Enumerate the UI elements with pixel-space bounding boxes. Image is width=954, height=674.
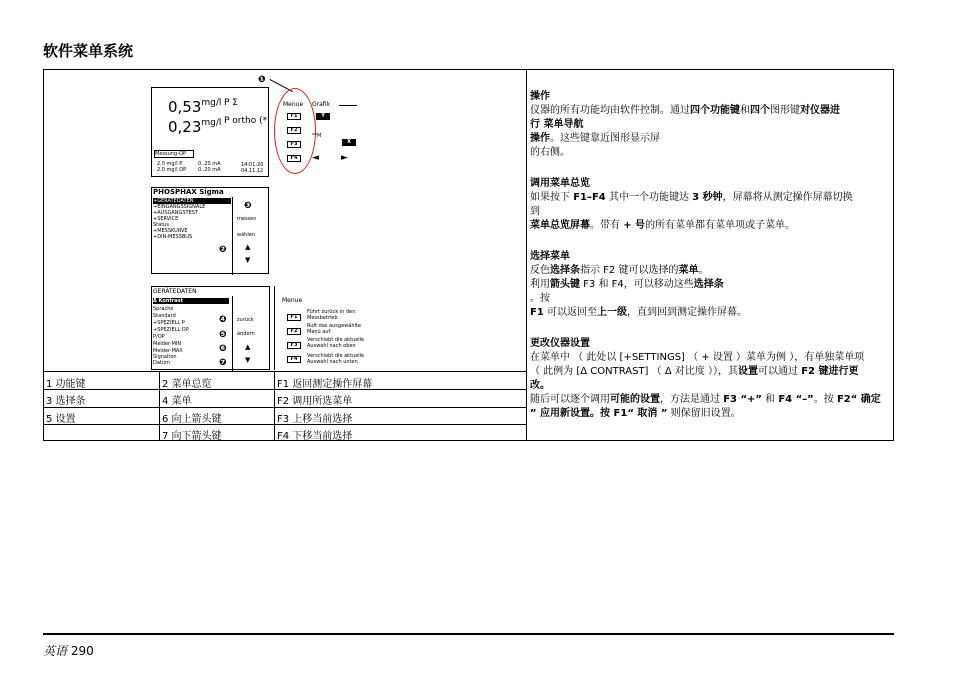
row-2: 2.0 mg/l OP <box>157 167 187 173</box>
footer <box>43 642 94 659</box>
measure-label: messen <box>237 216 257 222</box>
f3-key[interactable]: F3 <box>287 342 301 349</box>
f4-key[interactable]: F4 <box>287 356 301 363</box>
f4-key[interactable]: F4 <box>287 155 301 162</box>
screen-measurement <box>151 87 269 177</box>
row-2b: 0..20 mA <box>198 167 221 173</box>
paragraph: 仪器的所有功能均由软件控制。通过四个功能键和四个图形键对仪器进 <box>530 105 840 116</box>
arrow-up-icon[interactable]: ▲ <box>245 343 251 351</box>
f1-description: Führt zurück in den Messbetrieb <box>307 309 356 321</box>
legend-cell: 1 功能键 <box>46 379 86 390</box>
f1-key[interactable]: F1 <box>287 113 301 120</box>
selection-bar[interactable]: +GERÄTEDATEN <box>153 198 231 204</box>
legend-cell: 7 向下箭头键 <box>162 431 222 442</box>
footer-rule <box>43 633 894 635</box>
close-icon[interactable]: X <box>342 139 356 146</box>
row-1: 2.0 mg/l P <box>157 161 183 167</box>
setting-item[interactable]: Melder-MIN <box>153 341 182 347</box>
menu-label: Menue <box>283 101 304 108</box>
back-label: zurück <box>237 317 254 323</box>
value-1: $0,53^{mg/l}$ <box>168 98 222 116</box>
page-number: 290 <box>70 644 94 658</box>
section-change-settings <box>530 337 888 393</box>
setting-item[interactable]: Standard <box>153 313 176 319</box>
settings-icon[interactable]: ᴼᴼM <box>312 133 322 139</box>
selection-bar[interactable]: Δ Kontrast <box>153 298 229 304</box>
device-data-title: GERÄTEDATEN <box>153 288 197 295</box>
arrow-left-icon[interactable]: ◄ <box>312 153 319 163</box>
f3-description: Verschiebt die aktuelle Auswahl nach oben <box>307 337 365 349</box>
callout-3: ❸ <box>244 201 252 211</box>
f1-key[interactable]: F1 <box>287 314 301 321</box>
chart-icon[interactable]: Y <box>316 113 330 120</box>
paragraph: 在菜单中 （ 此处以 [+SETTINGS] （ + 设置 ）菜单为例 ），有单独菜单项 <box>530 352 865 363</box>
select-label: wählen <box>237 232 255 238</box>
setting-item[interactable]: +SPEZIELL P <box>153 320 185 326</box>
setting-item[interactable]: +SPEZIELL OP <box>153 327 189 333</box>
menu-item[interactable]: +MESSKURVE <box>153 228 188 234</box>
paragraph: 。按 <box>530 293 550 304</box>
arrow-right-icon[interactable]: ► <box>341 153 348 163</box>
footer-language: 英语 <box>43 644 68 658</box>
arrow-up-icon[interactable]: ▲ <box>245 243 251 251</box>
legend-cell: 3 选择条 <box>46 396 86 407</box>
time: 14:01:20 <box>241 162 264 168</box>
date: 04.11.12 <box>241 168 264 174</box>
legend-cell: F4 下移当前选择 <box>277 431 353 442</box>
paragraph: （ 此例为 [Δ CONTRAST] （ Δ 对比度 ）），其设置可以通过 F2 键进行更 <box>530 366 859 377</box>
menu-item[interactable]: Status <box>153 222 169 228</box>
f2-key[interactable]: F2 <box>287 328 301 335</box>
page-title: 软件菜单系统 <box>43 42 134 60</box>
paragraph: 行 菜单导航 <box>530 119 584 130</box>
paragraph: 改。 <box>530 380 550 391</box>
menu-item[interactable]: +SERVICE <box>153 216 179 222</box>
status-label: Messung-OP <box>154 150 194 158</box>
legend-cell: 4 菜单 <box>162 396 192 407</box>
setting-item[interactable]: Melder-MAX <box>153 348 183 354</box>
section-operation <box>530 90 888 160</box>
section-heading: 操作 <box>530 91 550 102</box>
menu-overview-title: PHOSPHAX Sigma <box>153 188 224 196</box>
setting-item[interactable]: Signalton <box>153 354 177 360</box>
row-1b: 0..20 mA <box>198 161 221 167</box>
menu-item[interactable]: +DIN-MESSBUS <box>153 234 193 240</box>
callout-7: ❼ <box>219 358 227 368</box>
setting-item[interactable]: Datum <box>153 360 170 366</box>
change-label: ändern <box>237 331 255 337</box>
section-select-menu <box>530 250 888 320</box>
section-apply-settings <box>530 393 888 421</box>
section-heading: 调用菜单总览 <box>530 178 590 189</box>
callout-1: ❶ <box>258 75 266 85</box>
f4-description: Verschiebt die aktuelle Auswahl nach unten <box>307 353 365 365</box>
section-heading: 选择菜单 <box>530 251 570 262</box>
paragraph: 菜单总览屏幕。带有 + 号的所有菜单都有菜单项或子菜单。 <box>530 220 796 231</box>
paragraph: 操作。这些键靠近图形显示屏 <box>530 133 660 144</box>
paragraph: 反色选择条指示 F2 键可以选择的菜单。 <box>530 265 709 276</box>
graphic-label: Grafik <box>312 101 331 108</box>
setting-item[interactable]: Sprache <box>153 306 174 312</box>
menu-item[interactable]: +EINGANGSSIGNALE <box>153 204 206 210</box>
arrow-down-icon[interactable]: ▼ <box>245 356 251 364</box>
screen-device-data <box>151 286 270 370</box>
menu-item[interactable]: +AUSGANGSTEST <box>153 210 198 216</box>
paragraph: ” 应用新设置。按 F1“ 取消 ” 则保留旧设置。 <box>530 408 741 419</box>
section-heading: 更改仪器设置 <box>530 338 590 349</box>
paragraph: 的右侧。 <box>530 147 570 158</box>
f3-key[interactable]: F3 <box>287 141 301 148</box>
param-2: P ortho (* <box>224 116 268 126</box>
column-divider <box>526 69 527 441</box>
legend-cell: F1 返回测定操作屏幕 <box>277 379 373 390</box>
menu-label: Menue <box>282 297 303 304</box>
section-menu-overview <box>530 177 888 233</box>
paragraph: 利用箭头键 F3 和 F4，可以移动这些选择条 <box>530 279 724 290</box>
legend-cell: F2 调用所选菜单 <box>277 396 353 407</box>
line <box>339 105 357 106</box>
callout-2: ❷ <box>219 245 227 255</box>
callout-5: ❺ <box>219 330 227 340</box>
paragraph: 如果按下 F1–F4 其中一个功能键达 3 秒钟，屏幕将从测定操作屏幕切换 <box>530 192 853 203</box>
param-1: P Σ <box>224 98 238 108</box>
callout-4: ❹ <box>219 315 227 325</box>
legend-cell: F3 上移当前选择 <box>277 414 353 425</box>
f2-key[interactable]: F2 <box>287 127 301 134</box>
callout-6: ❻ <box>219 344 227 354</box>
paragraph: F1 可以返回至上一级，直到回到测定操作屏幕。 <box>530 307 747 318</box>
legend-cell: 5 设置 <box>46 414 76 425</box>
setting-item[interactable]: P/OP <box>153 334 165 340</box>
paragraph: 随后可以逐个调用可能的设置，方法是通过 F3 “+” 和 F4 “–”。按 F2“ 确定 <box>530 394 881 405</box>
value-2: $0,23^{mg/l}$ <box>168 118 222 136</box>
legend-cell: 2 菜单总览 <box>162 379 212 390</box>
arrow-down-icon[interactable]: ▼ <box>245 256 251 264</box>
paragraph: 到 <box>530 206 540 217</box>
legend-cell: 6 向上箭头键 <box>162 414 222 425</box>
f2-description: Ruft das ausgewählte Menü auf <box>307 323 361 335</box>
